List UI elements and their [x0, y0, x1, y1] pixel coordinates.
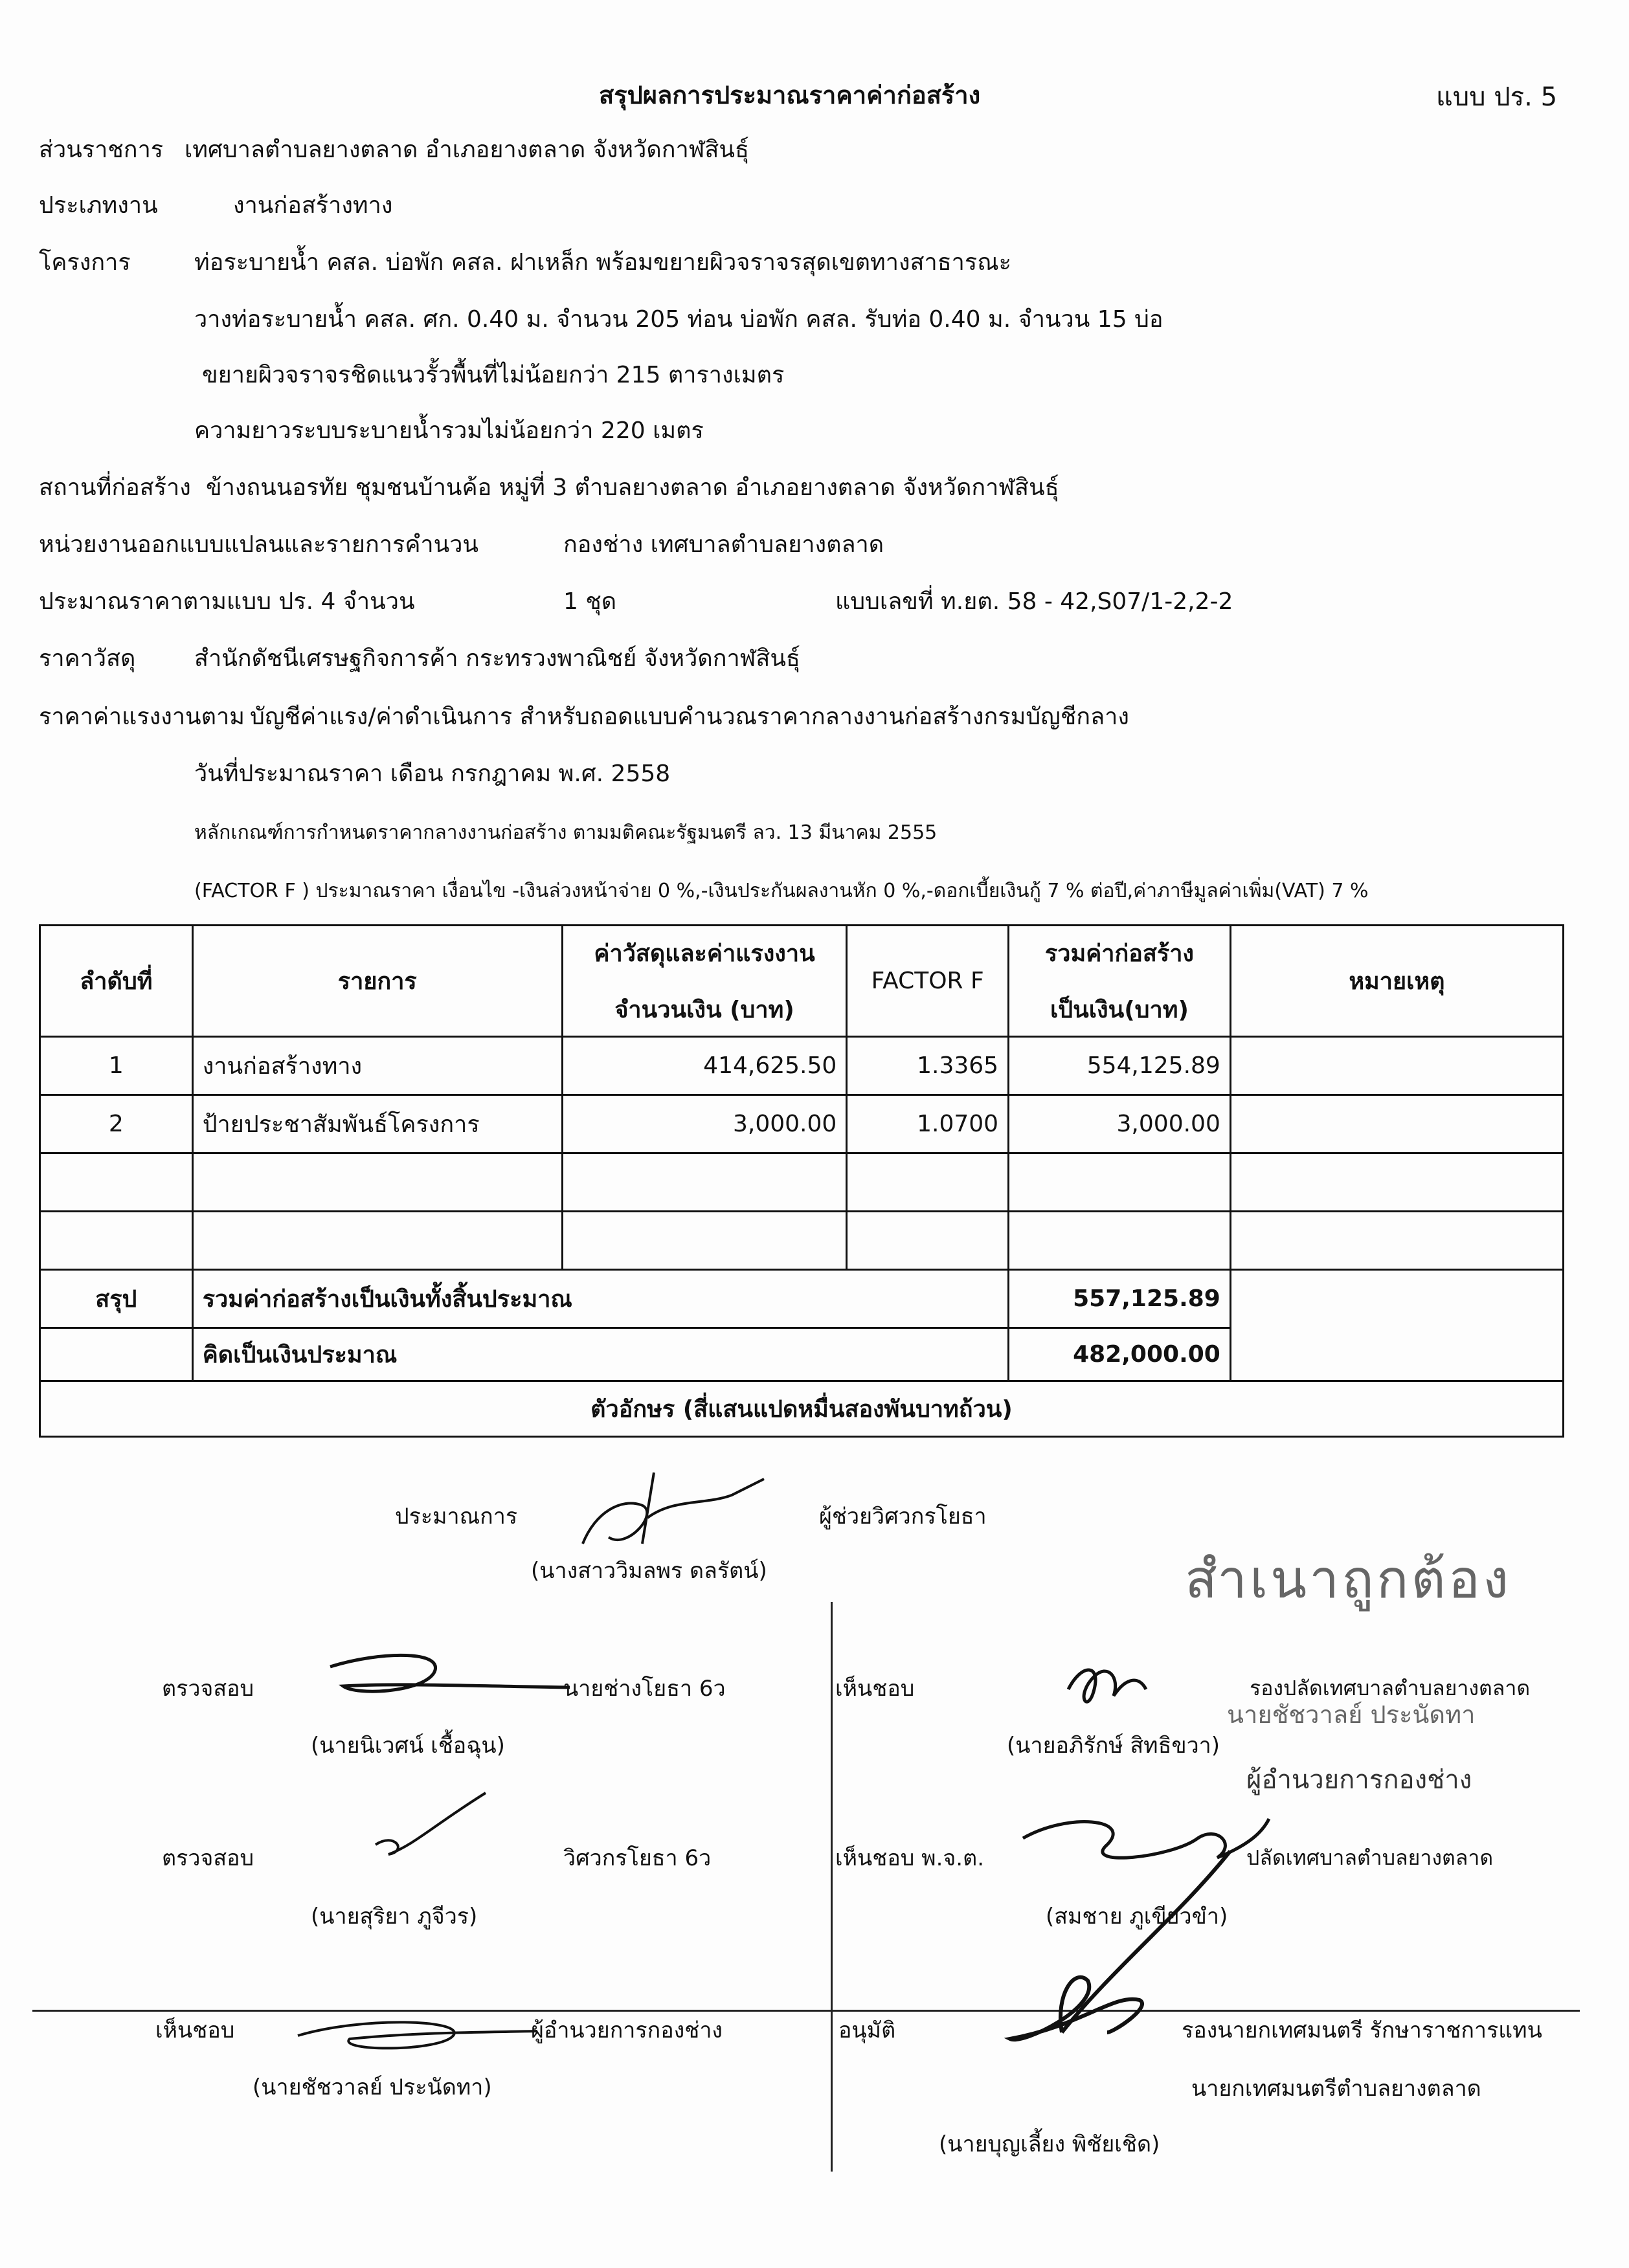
- estimator-name: (นางสาววิมลพร ดลรัตน์): [531, 1558, 767, 1584]
- cost-summary-table: [39, 924, 1564, 1438]
- in-words-row: [40, 1381, 1564, 1437]
- header-item: รายการ: [192, 926, 562, 1037]
- row1-no: 1: [40, 1037, 193, 1095]
- estimate-label: ประมาณราคาตามแบบ ปร. 4 จำนวน: [39, 588, 415, 615]
- check1-role: นายช่างโยธา 6ว: [563, 1676, 726, 1702]
- agree3-label: เห็นชอบ พ.จ.ต.: [835, 1845, 984, 1871]
- estimate-qty: 1 ชุด: [563, 588, 617, 615]
- total-value: 557,125.89: [1009, 1270, 1231, 1328]
- check1-signature: [304, 1647, 576, 1706]
- summary-approx-row: [40, 1328, 1564, 1381]
- amount-in-words: ตัวอักษร (สี่แสนแปดหมื่นสองพันบาทถ้วน): [40, 1381, 1564, 1437]
- total-label: รวมค่าก่อสร้างเป็นเงินทั้งสิ้นประมาณ: [192, 1270, 1008, 1328]
- table-row: [40, 1095, 1564, 1153]
- approx-value: 482,000.00: [1009, 1328, 1231, 1381]
- row1-item: งานก่อสร้างทาง: [192, 1037, 562, 1095]
- designer-label: หน่วยงานออกแบบแปลนและรายการคำนวน: [39, 531, 479, 558]
- agency-value: เทศบาลตำบลยางตลาด อำเภอยางตลาด จังหวัดกาฬสินธุ์: [185, 137, 749, 163]
- agree1-role: ผู้อำนวยการกองช่าง: [531, 2018, 723, 2043]
- labor-price-value: บัญชีค่าแรง/ค่าดำเนินการ สำหรับถอดแบบคำนวณราคากลางงานก่อสร้างกรมบัญชีกลาง: [250, 704, 1129, 730]
- project-line-3: ขยายผิวจราจรชิดแนวรั้วพื้นที่ไม่น้อยกว่า 215 ตารางเมตร: [202, 362, 785, 388]
- project-line-1: ท่อระบายน้ำ คสล. บ่อพัก คสล. ฝาเหล็ก พร้อมขยายผิวจราจรสุดเขตทางสาธารณะ: [194, 249, 1011, 276]
- work-type-value: งานก่อสร้างทาง: [233, 192, 393, 219]
- estimator-signature: [570, 1460, 777, 1557]
- row1-total: 554,125.89: [1009, 1037, 1231, 1095]
- labor-price-label: ราคาค่าแรงงานตาม: [39, 704, 245, 730]
- material-price-label: ราคาวัสดุ: [39, 645, 136, 672]
- estimator-label: ประมาณการ: [395, 1504, 518, 1529]
- approve-role-1: รองนายกเทศมนตรี รักษาราชการแทน: [1182, 2018, 1542, 2043]
- estimator-role: ผู้ช่วยวิศวกรโยธา: [819, 1504, 987, 1529]
- row1-factor: 1.3365: [847, 1037, 1009, 1095]
- agree2-signature: [1055, 1651, 1159, 1722]
- row2-remark: [1230, 1095, 1563, 1153]
- summary-label: สรุป: [40, 1270, 193, 1328]
- agree2-label: เห็นชอบ: [835, 1676, 915, 1702]
- designer-value: กองช่าง เทศบาลตำบลยางตลาด: [563, 531, 884, 558]
- material-price-value: สำนักดัชนีเศรษฐกิจการค้า กระทรวงพาณิชย์ จังหวัดกาฬสินธุ์: [194, 645, 800, 672]
- approve-name: (นายบุญเลี้ยง พิชัยเชิด): [939, 2131, 1160, 2157]
- factor-note: (FACTOR F ) ประมาณราคา เงื่อนไข -เงินล่วงหน้าจ่าย 0 %,-เงินประกันผลงานหัก 0 %,-ดอกเบี้ยเงินกู้ 7 % ต่อปี,ค่าภาษีมูลค่าเพิ่ม(VAT) 7 %: [194, 880, 1369, 902]
- criteria-note: หลักเกณฑ์การกำหนดราคากลางงานก่อสร้าง ตามมติคณะรัฐมนตรี ลว. 13 มีนาคม 2555: [194, 821, 938, 844]
- agree2-role: รองปลัดเทศบาลตำบลยางตลาด: [1250, 1676, 1531, 1700]
- document-title: สรุปผลการประมาณราคาค่าก่อสร้าง: [599, 81, 981, 109]
- summary-total-row: [40, 1270, 1564, 1328]
- header-total: [1009, 926, 1231, 1037]
- check2-role: วิศวกรโยธา 6ว: [563, 1845, 712, 1871]
- horizontal-divider: [32, 2010, 1580, 2012]
- table-row: [40, 1037, 1564, 1095]
- agree1-name: (นายชัชวาลย์ ประนัดทา): [253, 2074, 492, 2100]
- form-code: แบบ ปร. 5: [1436, 82, 1558, 112]
- agree2-name: (นายอภิรักษ์ สิทธิขวา): [1007, 1733, 1220, 1759]
- check2-name: (นายสุริยา ภูจีวร): [311, 1904, 478, 1929]
- row1-remark: [1230, 1037, 1563, 1095]
- vertical-divider: [831, 1602, 833, 2172]
- table-header-row: [40, 926, 1564, 1037]
- project-label: โครงการ: [39, 249, 131, 276]
- certified-copy-stamp: สำเนาถูกต้อง: [1185, 1549, 1512, 1610]
- project-line-2: วางท่อระบายน้ำ คสล. ศก. 0.40 ม. จำนวน 205 ท่อน บ่อพัก คสล. รับท่อ 0.40 ม. จำนวน 15 บ่อ: [194, 306, 1163, 333]
- check1-label: ตรวจสอบ: [162, 1676, 254, 1702]
- project-line-4: ความยาวระบบระบายน้ำรวมไม่น้อยกว่า 220 เมตร: [194, 417, 704, 444]
- header-no: ลำดับที่: [40, 926, 193, 1037]
- agree1-signature: [285, 2007, 544, 2058]
- agree1-label: เห็นชอบ: [155, 2018, 235, 2043]
- approx-label: คิดเป็นเงินประมาณ: [192, 1328, 1008, 1381]
- row2-total: 3,000.00: [1009, 1095, 1231, 1153]
- agree3-name: (สมชาย ภูเขียวขำ): [1046, 1904, 1228, 1929]
- header-total-line1: รวมค่าก่อสร้าง: [1044, 940, 1195, 967]
- work-type-label: ประเภทงาน: [39, 192, 158, 219]
- header-factor: FACTOR F: [847, 926, 1009, 1037]
- approve-label: อนุมัติ: [838, 2018, 896, 2043]
- row2-item: ป้ายประชาสัมพันธ์โครงการ: [192, 1095, 562, 1153]
- approve-role-2: นายกเทศมนตรีตำบลยางตลาด: [1191, 2076, 1481, 2102]
- site-label: สถานที่ก่อสร้าง: [39, 474, 191, 501]
- header-total-line2: เป็นเงิน(บาท): [1050, 996, 1189, 1023]
- row2-factor: 1.0700: [847, 1095, 1009, 1153]
- header-cost-line1: ค่าวัสดุและค่าแรงงาน: [594, 940, 815, 967]
- check2-label: ตรวจสอบ: [162, 1845, 254, 1871]
- header-cost-line2: จำนวนเงิน (บาท): [614, 996, 794, 1023]
- check2-signature: [363, 1786, 492, 1864]
- agency-label: ส่วนราชการ: [39, 137, 164, 163]
- header-remark: หมายเหตุ: [1230, 926, 1563, 1037]
- estimate-date: วันที่ประมาณราคา เดือน กรกฎาคม พ.ศ. 2558: [194, 761, 671, 787]
- row1-cost: 414,625.50: [562, 1037, 846, 1095]
- agree3-role: ปลัดเทศบาลตำบลยางตลาด: [1246, 1845, 1494, 1870]
- row2-cost: 3,000.00: [562, 1095, 846, 1153]
- row2-no: 2: [40, 1095, 193, 1153]
- site-value: ข้างถนนอรทัย ชุมชนบ้านค้อ หมู่ที่ 3 ตำบลยางตลาด อำเภอยางตลาด จังหวัดกาฬสินธุ์: [206, 474, 1059, 501]
- check1-name: (นายนิเวศน์ เชื้อฉุน): [311, 1733, 505, 1759]
- certifier-name: นายชัชวาลย์ ประนัดทา: [1227, 1700, 1476, 1729]
- table-row-empty: [40, 1153, 1564, 1212]
- certifier-role: ผู้อำนวยการกองช่าง: [1246, 1765, 1472, 1795]
- table-row-empty: [40, 1212, 1564, 1270]
- header-cost: [562, 926, 846, 1037]
- drawing-number: แบบเลขที่ ท.ยต. 58 - 42,S07/1-2,2-2: [835, 588, 1233, 615]
